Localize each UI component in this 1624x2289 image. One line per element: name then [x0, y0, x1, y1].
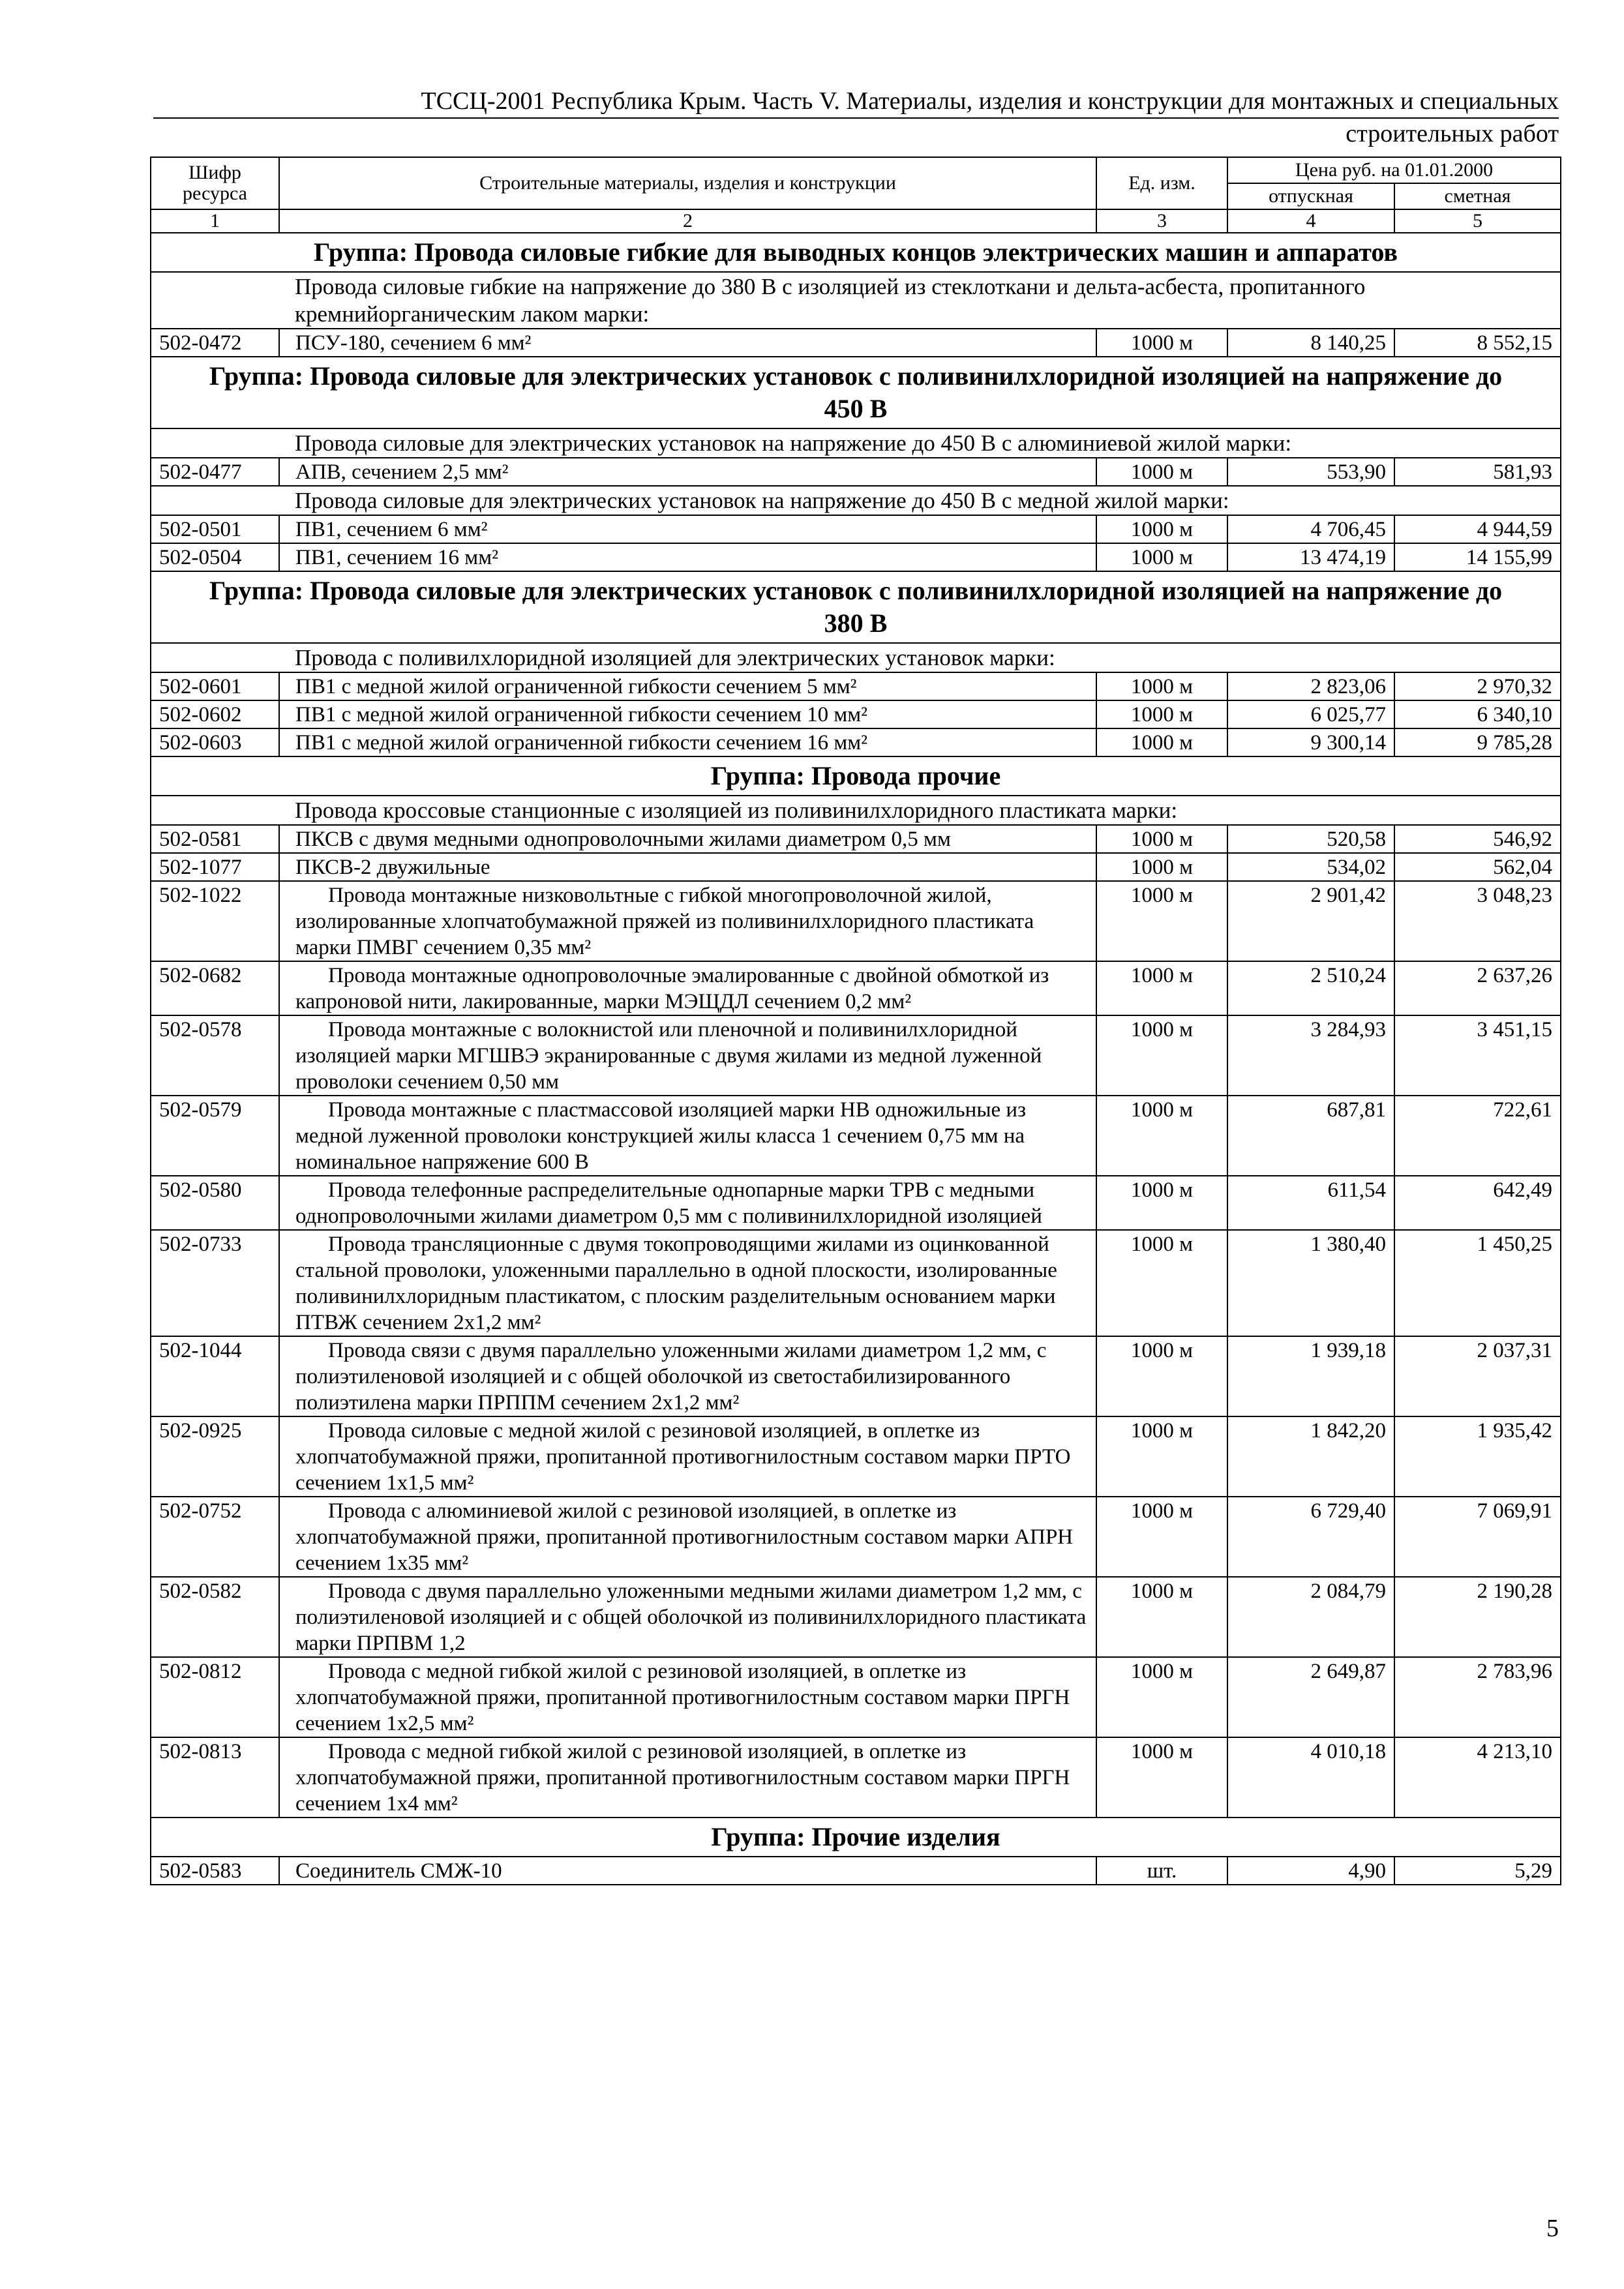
resource-code: 502-0733 — [151, 1230, 279, 1336]
estimate-price: 2 970,32 — [1394, 672, 1561, 700]
estimate-price: 14 155,99 — [1394, 543, 1561, 571]
release-price: 4,90 — [1227, 1857, 1394, 1885]
material-name: Провода монтажные низковольтные с гибкой многопроволочной жилой, изолированные хлопчатобумажной пряжей из поливинилхлоридного пластиката марки ПМВГ сечением 0,35 мм² — [279, 881, 1096, 961]
release-price: 553,90 — [1227, 458, 1394, 486]
material-name: ПВ1 с медной жилой ограниченной гибкости сечением 10 мм² — [279, 700, 1096, 728]
resource-code: 502-0501 — [151, 515, 279, 543]
estimate-price: 562,04 — [1394, 853, 1561, 881]
table-row — [151, 458, 1561, 486]
resource-code: 502-0583 — [151, 1857, 279, 1885]
column-header-price: Цена руб. на 01.01.2000 — [1227, 157, 1561, 183]
table-head — [151, 157, 1561, 233]
unit-of-measure: 1000 м — [1096, 1176, 1227, 1230]
material-name: Провода силовые с медной жилой с резиновой изоляцией, в оплетке из хлопчатобумажной пряжи, пропитанной противогнилостным составом марки ПРТО сечением 1х1,5 мм² — [279, 1416, 1096, 1497]
release-price: 8 140,25 — [1227, 329, 1394, 357]
resource-code: 502-0578 — [151, 1015, 279, 1096]
material-name: Провода трансляционные с двумя токопроводящими жилами из оцинкованной стальной проволоки, уложенными параллельно в одной плоскости, изолированные поливинилхлоридным пластикатом, с плоским разделительным основанием марки ПТВЖ сечением 2х1,2 мм² — [279, 1230, 1096, 1336]
column-number: 4 — [1227, 209, 1394, 233]
material-name: Провода телефонные распределительные однопарные марки ТРВ с медными однопроволочными жилами диаметром 0,5 мм с поливинилхлоридной изоляцией — [279, 1176, 1096, 1230]
release-price: 2 084,79 — [1227, 1577, 1394, 1657]
resource-code: 502-0477 — [151, 458, 279, 486]
table-row — [151, 825, 1561, 853]
page-number: 5 — [1546, 2215, 1559, 2242]
unit-of-measure: шт. — [1096, 1857, 1227, 1885]
release-price: 520,58 — [1227, 825, 1394, 853]
release-price: 1 842,20 — [1227, 1416, 1394, 1497]
unit-of-measure: 1000 м — [1096, 700, 1227, 728]
table-row — [151, 700, 1561, 728]
material-name: ПВ1, сечением 6 мм² — [279, 515, 1096, 543]
column-header-estimate-price: сметная — [1394, 183, 1561, 209]
unit-of-measure: 1000 м — [1096, 329, 1227, 357]
material-name: ПВ1 с медной жилой ограниченной гибкости сечением 5 мм² — [279, 672, 1096, 700]
group-heading-row — [151, 756, 1561, 796]
column-number: 1 — [151, 209, 279, 233]
table-row — [151, 1737, 1561, 1818]
table-row — [151, 1857, 1561, 1885]
header-title-line1: ТССЦ-2001 Республика Крым. Часть V. Материалы, изделия и конструкции для монтажных и специальных — [421, 87, 1559, 115]
material-name: Провода монтажные однопроволочные эмалированные с двойной обмоткой из капроновой нити, лакированные, марки МЭЩДЛ сечением 0,2 мм² — [279, 961, 1096, 1015]
header-title-line2: строительных работ — [1346, 120, 1559, 147]
unit-of-measure: 1000 м — [1096, 1336, 1227, 1416]
estimate-price: 6 340,10 — [1394, 700, 1561, 728]
subgroup-heading-row — [151, 486, 1561, 515]
subgroup-heading-row — [151, 643, 1561, 672]
column-number: 3 — [1096, 209, 1227, 233]
material-name: Провода с двумя параллельно уложенными медными жилами диаметром 1,2 мм, с полиэтиленовой изоляцией и с общей оболочкой из поливинилхлоридного пластиката марки ПРПВМ 1,2 — [279, 1577, 1096, 1657]
estimate-price: 5,29 — [1394, 1857, 1561, 1885]
release-price: 1 939,18 — [1227, 1336, 1394, 1416]
unit-of-measure: 1000 м — [1096, 672, 1227, 700]
resource-code: 502-0601 — [151, 672, 279, 700]
table-row — [151, 728, 1561, 756]
estimate-price: 4 213,10 — [1394, 1737, 1561, 1818]
unit-of-measure: 1000 м — [1096, 543, 1227, 571]
material-name: АПВ, сечением 2,5 мм² — [279, 458, 1096, 486]
release-price: 9 300,14 — [1227, 728, 1394, 756]
estimate-price: 2 190,28 — [1394, 1577, 1561, 1657]
column-header-code: Шифр ресурса — [151, 157, 279, 209]
resource-code: 502-0472 — [151, 329, 279, 357]
column-header-release-price: отпускная — [1227, 183, 1394, 209]
estimate-price: 546,92 — [1394, 825, 1561, 853]
table-row — [151, 1230, 1561, 1336]
table-row — [151, 1096, 1561, 1176]
subgroup-heading-row — [151, 428, 1561, 458]
table-row — [151, 1336, 1561, 1416]
release-price: 3 284,93 — [1227, 1015, 1394, 1096]
unit-of-measure: 1000 м — [1096, 1416, 1227, 1497]
material-name: ПВ1 с медной жилой ограниченной гибкости сечением 16 мм² — [279, 728, 1096, 756]
resource-code: 502-1044 — [151, 1336, 279, 1416]
material-name: Соединитель СМЖ-10 — [279, 1857, 1096, 1885]
column-header-name: Строительные материалы, изделия и конструкции — [279, 157, 1096, 209]
table-row — [151, 329, 1561, 357]
table-row — [151, 515, 1561, 543]
resource-code: 502-1077 — [151, 853, 279, 881]
subgroup-heading-row — [151, 796, 1561, 825]
table-row — [151, 1657, 1561, 1737]
table-row — [151, 672, 1561, 700]
release-price: 6 025,77 — [1227, 700, 1394, 728]
subgroup-heading: Провода с поливилхлоридной изоляцией для электрических установок марки: — [151, 643, 1561, 672]
material-name: ПКСВ-2 двужильные — [279, 853, 1096, 881]
table-row — [151, 1176, 1561, 1230]
table-row — [151, 1015, 1561, 1096]
column-number: 5 — [1394, 209, 1561, 233]
estimate-price: 722,61 — [1394, 1096, 1561, 1176]
material-name: Провода связи с двумя параллельно уложенными жилами диаметром 1,2 мм, с полиэтиленовой изоляцией и с общей оболочкой из светостабилизированного полиэтилена марки ПРППМ сечением 2х1,2 мм² — [279, 1336, 1096, 1416]
table-row — [151, 853, 1561, 881]
material-name: Провода с алюминиевой жилой с резиновой изоляцией, в оплетке из хлопчатобумажной пряжи, пропитанной противогнилостным составом марки АПРН сечением 1х35 мм² — [279, 1497, 1096, 1577]
subgroup-heading: Провода силовые гибкие на напряжение до 380 В с изоляцией из стеклоткани и дельта-асбеста, пропитанного кремнийорганическим лаком марки: — [151, 272, 1561, 329]
column-header-row — [151, 157, 1561, 183]
subgroup-heading-row — [151, 272, 1561, 329]
resource-code: 502-0581 — [151, 825, 279, 853]
unit-of-measure: 1000 м — [1096, 1577, 1227, 1657]
unit-of-measure: 1000 м — [1096, 881, 1227, 961]
column-header-unit: Ед. изм. — [1096, 157, 1227, 209]
column-number-row — [151, 209, 1561, 233]
group-heading: Группа: Провода прочие — [151, 756, 1561, 796]
estimate-price: 642,49 — [1394, 1176, 1561, 1230]
group-heading: Группа: Провода силовые гибкие для выводных концов электрических машин и аппаратов — [151, 233, 1561, 272]
unit-of-measure: 1000 м — [1096, 1657, 1227, 1737]
resource-code: 502-0812 — [151, 1657, 279, 1737]
column-number: 2 — [279, 209, 1096, 233]
unit-of-measure: 1000 м — [1096, 825, 1227, 853]
resource-code: 502-0813 — [151, 1737, 279, 1818]
page-header — [153, 86, 1559, 149]
material-name: Провода монтажные с волокнистой или пленочной и поливинилхлоридной изоляцией марки МГШВЭ экранированные с двумя жилами из медной луженной проволоки сечением 0,50 мм — [279, 1015, 1096, 1096]
release-price: 4 010,18 — [1227, 1737, 1394, 1818]
table-body — [151, 233, 1561, 1885]
resource-code: 502-0602 — [151, 700, 279, 728]
release-price: 687,81 — [1227, 1096, 1394, 1176]
unit-of-measure: 1000 м — [1096, 961, 1227, 1015]
subgroup-heading: Провода силовые для электрических установок на напряжение до 450 В с алюминиевой жилой марки: — [151, 428, 1561, 458]
estimate-price: 9 785,28 — [1394, 728, 1561, 756]
resource-code: 502-1022 — [151, 881, 279, 961]
group-heading: Группа: Провода силовые для электрических установок с поливинилхлоридной изоляцией на напряжение до 450 В — [151, 357, 1561, 428]
unit-of-measure: 1000 м — [1096, 1497, 1227, 1577]
table-row — [151, 1416, 1561, 1497]
table-row — [151, 961, 1561, 1015]
subgroup-heading: Провода кроссовые станционные с изоляцией из поливинилхлоридного пластиката марки: — [151, 796, 1561, 825]
material-name: Провода с медной гибкой жилой с резиновой изоляцией, в оплетке из хлопчатобумажной пряжи, пропитанной противогнилостным составом марки ПРГН сечением 1х2,5 мм² — [279, 1657, 1096, 1737]
release-price: 2 510,24 — [1227, 961, 1394, 1015]
release-price: 6 729,40 — [1227, 1497, 1394, 1577]
resource-code: 502-0682 — [151, 961, 279, 1015]
subgroup-heading: Провода силовые для электрических установок на напряжение до 450 В с медной жилой марки: — [151, 486, 1561, 515]
table-row — [151, 543, 1561, 571]
estimate-price: 3 451,15 — [1394, 1015, 1561, 1096]
release-price: 611,54 — [1227, 1176, 1394, 1230]
release-price: 2 901,42 — [1227, 881, 1394, 961]
table-row — [151, 1497, 1561, 1577]
unit-of-measure: 1000 м — [1096, 458, 1227, 486]
estimate-price: 1 450,25 — [1394, 1230, 1561, 1336]
resource-code: 502-0752 — [151, 1497, 279, 1577]
unit-of-measure: 1000 м — [1096, 728, 1227, 756]
resource-code: 502-0603 — [151, 728, 279, 756]
unit-of-measure: 1000 м — [1096, 1096, 1227, 1176]
unit-of-measure: 1000 м — [1096, 1737, 1227, 1818]
estimate-price: 1 935,42 — [1394, 1416, 1561, 1497]
estimate-price: 2 783,96 — [1394, 1657, 1561, 1737]
unit-of-measure: 1000 м — [1096, 1015, 1227, 1096]
estimate-price: 8 552,15 — [1394, 329, 1561, 357]
resource-code: 502-0579 — [151, 1096, 279, 1176]
estimate-price: 7 069,91 — [1394, 1497, 1561, 1577]
material-name: ПКСВ с двумя медными однопроволочными жилами диаметром 0,5 мм — [279, 825, 1096, 853]
group-heading: Группа: Прочие изделия — [151, 1818, 1561, 1857]
group-heading-row — [151, 571, 1561, 643]
release-price: 2 649,87 — [1227, 1657, 1394, 1737]
material-name: Провода с медной гибкой жилой с резиновой изоляцией, в оплетке из хлопчатобумажной пряжи, пропитанной противогнилостным составом марки ПРГН сечением 1х4 мм² — [279, 1737, 1096, 1818]
group-heading: Группа: Провода силовые для электрических установок с поливинилхлоридной изоляцией на напряжение до 380 В — [151, 571, 1561, 643]
resource-code: 502-0504 — [151, 543, 279, 571]
estimate-price: 2 037,31 — [1394, 1336, 1561, 1416]
unit-of-measure: 1000 м — [1096, 1230, 1227, 1336]
material-name: Провода монтажные с пластмассовой изоляцией марки НВ одножильные из медной луженной проволоки конструкцией жилы класса 1 сечением 0,75 мм на номинальное напряжение 600 В — [279, 1096, 1096, 1176]
material-name: ПСУ-180, сечением 6 мм² — [279, 329, 1096, 357]
table-row — [151, 1577, 1561, 1657]
release-price: 4 706,45 — [1227, 515, 1394, 543]
catalog-table — [150, 157, 1561, 1885]
unit-of-measure: 1000 м — [1096, 515, 1227, 543]
group-heading-row — [151, 233, 1561, 272]
release-price: 1 380,40 — [1227, 1230, 1394, 1336]
resource-code: 502-0580 — [151, 1176, 279, 1230]
unit-of-measure: 1000 м — [1096, 853, 1227, 881]
estimate-price: 2 637,26 — [1394, 961, 1561, 1015]
group-heading-row — [151, 1818, 1561, 1857]
material-name: ПВ1, сечением 16 мм² — [279, 543, 1096, 571]
resource-code: 502-0925 — [151, 1416, 279, 1497]
release-price: 13 474,19 — [1227, 543, 1394, 571]
estimate-price: 3 048,23 — [1394, 881, 1561, 961]
release-price: 534,02 — [1227, 853, 1394, 881]
table-row — [151, 881, 1561, 961]
estimate-price: 581,93 — [1394, 458, 1561, 486]
estimate-price: 4 944,59 — [1394, 515, 1561, 543]
group-heading-row — [151, 357, 1561, 428]
release-price: 2 823,06 — [1227, 672, 1394, 700]
resource-code: 502-0582 — [151, 1577, 279, 1657]
